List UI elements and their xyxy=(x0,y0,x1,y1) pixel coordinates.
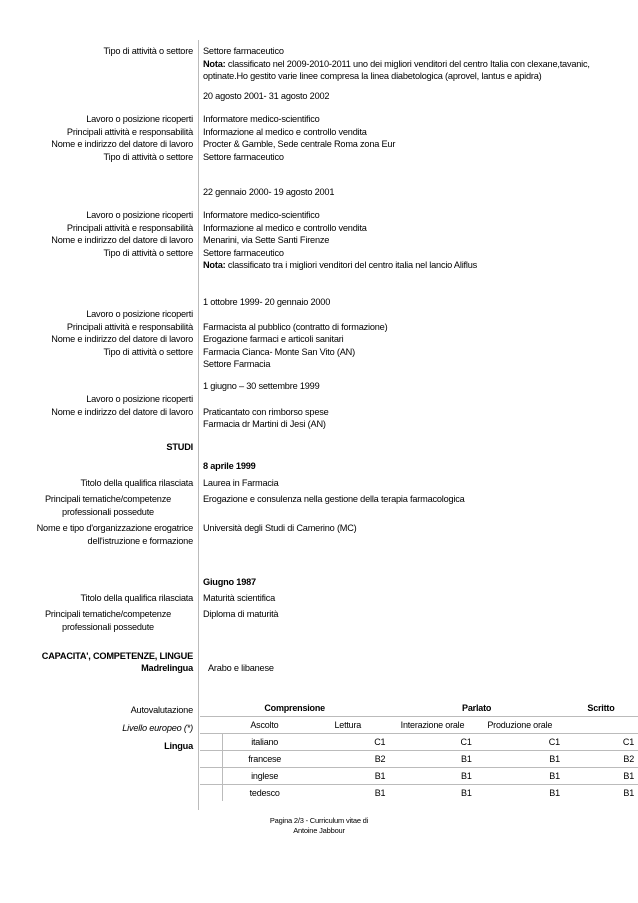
field-value: Menarini, via Sette Santi Firenze xyxy=(203,235,330,245)
table-row xyxy=(200,751,638,768)
level-cell: C1 xyxy=(389,734,475,751)
section-heading-capacita: CAPACITA', COMPETENZE, LINGUE xyxy=(41,651,193,661)
field-value: Informazione al medico e controllo vendita xyxy=(203,126,367,137)
field-value: Settore Farmacia xyxy=(203,359,271,369)
level-cell: B1 xyxy=(564,785,638,802)
field-label: Principali attività e responsabilità xyxy=(66,321,193,332)
table-row xyxy=(200,734,638,751)
language-table xyxy=(200,700,638,801)
field-value: Settore farmaceutico xyxy=(203,247,284,258)
level-cell: B1 xyxy=(564,768,638,785)
language-name: francese xyxy=(223,751,307,768)
level-cell: B1 xyxy=(306,785,389,802)
field-value: Farmacia dr Martini di Jesi (AN) xyxy=(203,419,326,429)
field-label: Titolo della qualifica rilasciata xyxy=(80,593,193,603)
nota-label: Nota: xyxy=(203,58,226,69)
lingua-label: Lingua xyxy=(164,741,193,751)
spacer xyxy=(200,717,223,734)
field-value: Informatore medico-scientifico xyxy=(203,210,320,220)
field-value: Procter & Gamble, Sede centrale Roma zona Eur xyxy=(203,139,396,149)
language-name: inglese xyxy=(223,768,307,785)
field-label: Nome e indirizzo del datore di lavoro xyxy=(51,139,193,149)
level-cell: B1 xyxy=(476,768,564,785)
spacer xyxy=(200,785,223,802)
level-cell: C1 xyxy=(306,734,389,751)
level-cell: B1 xyxy=(476,785,564,802)
field-value: Diploma di maturità xyxy=(203,609,279,619)
madrelingua-label: Madrelingua xyxy=(141,663,193,673)
nota-label: Nota: xyxy=(203,260,226,270)
field-label: Nome e tipo d'organizzazione erogatrice dell'istruzione e formazione xyxy=(36,523,193,546)
field-value: Erogazione farmaci e articoli sanitari xyxy=(203,334,344,344)
nota-text: classificato tra i migliori venditori del centro italia nel lancio Aliflus xyxy=(225,260,478,270)
field-label: Nome e indirizzo del datore di lavoro xyxy=(51,406,193,417)
level-cell: B1 xyxy=(389,751,475,768)
edu-date-2: Giugno 1987 xyxy=(203,577,256,587)
level-cell: B1 xyxy=(389,785,475,802)
group-scritto: Scritto xyxy=(564,700,638,717)
field-label: Lavoro o posizione ricoperti xyxy=(86,309,193,319)
language-name: tedesco xyxy=(223,785,307,802)
field-label: Principali attività e responsabilità xyxy=(66,222,193,233)
madrelingua-value: Arabo e libanese xyxy=(208,663,274,673)
subhead xyxy=(564,717,638,734)
field-label: Tipo di attività o settore xyxy=(103,346,193,357)
nota xyxy=(203,58,623,83)
field-label: Lavoro o posizione ricoperti xyxy=(86,210,193,220)
field-label: Principali tematiche/competenze professionali possedute xyxy=(44,494,172,517)
field-value: Praticantato con rimborso spese xyxy=(203,406,329,417)
subhead: Ascolto xyxy=(250,720,279,730)
nota-text: classificato nel 2009-2010-2011 uno dei migliori venditori del centro Italia con clexane,tavanic, optinate.Ho gestito varie linee compresa la linea diabetologica (aprovel, lantus e apidra) xyxy=(203,58,590,81)
field-value: Università degli Studi di Camerino (MC) xyxy=(203,523,357,533)
field-value: Farmacia Cianca- Monte San Vito (AN) xyxy=(203,346,355,357)
group-parlato: Parlato xyxy=(389,700,564,717)
field-label: Titolo della qualifica rilasciata xyxy=(80,478,193,488)
autovalutazione-label: Autovalutazione xyxy=(130,705,193,715)
field-label: Lavoro o posizione ricoperti xyxy=(86,394,193,404)
field-value: Laurea in Farmacia xyxy=(203,478,279,488)
column-divider xyxy=(198,40,199,810)
field-value: Settore farmaceutico xyxy=(203,151,284,162)
group-comprensione: Comprensione xyxy=(200,700,389,717)
footer-line-2: Antoine Jabbour xyxy=(293,826,345,835)
date-block-4: 1 giugno – 30 settembre 1999 xyxy=(203,381,320,391)
level-cell: B1 xyxy=(476,751,564,768)
date-block-3: 1 ottobre 1999- 20 gennaio 2000 xyxy=(203,297,331,307)
field-value: Maturità scientifica xyxy=(203,593,276,603)
level-cell: C1 xyxy=(476,734,564,751)
subhead: Lettura xyxy=(334,720,362,730)
livello-label: Livello europeo (*) xyxy=(122,723,193,733)
field-value: Informazione al medico e controllo vendita xyxy=(203,222,367,233)
section-heading-studi: STUDI xyxy=(166,442,193,452)
spacer xyxy=(200,734,223,751)
language-name: italiano xyxy=(223,734,307,751)
edu-date-1: 8 aprile 1999 xyxy=(203,461,256,471)
field-label: Nome e indirizzo del datore di lavoro xyxy=(51,235,193,245)
spacer xyxy=(200,768,223,785)
field-label: Principali tematiche/competenze professionali possedute xyxy=(44,609,172,632)
spacer xyxy=(200,751,223,768)
level-cell: B2 xyxy=(306,751,389,768)
field-label: Tipo di attività o settore xyxy=(103,151,193,162)
field-label: Nome e indirizzo del datore di lavoro xyxy=(51,334,193,344)
level-cell: B1 xyxy=(389,768,475,785)
level-cell: B1 xyxy=(306,768,389,785)
field-value: Farmacista al pubblico (contratto di formazione) xyxy=(203,321,388,332)
table-row xyxy=(200,785,638,802)
subhead: Interazione orale xyxy=(400,720,465,730)
table-row xyxy=(200,768,638,785)
date-block-1: 20 agosto 2001- 31 agosto 2002 xyxy=(203,91,330,101)
date-block-2: 22 gennaio 2000- 19 agosto 2001 xyxy=(203,187,335,197)
nota xyxy=(203,259,623,272)
subhead: Produzione orale xyxy=(487,720,553,730)
field-label: Tipo di attività o settore xyxy=(103,247,193,258)
field-value: Erogazione e consulenza nella gestione della terapia farmacologica xyxy=(203,494,465,504)
footer-line-1: Pagina 2/3 - Curriculum vitae di xyxy=(269,816,369,825)
field-label: Principali attività e responsabilità xyxy=(66,126,193,137)
level-cell: C1 xyxy=(564,734,638,751)
field-value: Settore farmaceutico xyxy=(203,46,284,56)
field-value: Informatore medico-scientifico xyxy=(203,114,320,124)
level-cell: B2 xyxy=(564,751,638,768)
field-label: Lavoro o posizione ricoperti xyxy=(86,114,193,124)
field-label: Tipo di attività o settore xyxy=(103,46,193,56)
